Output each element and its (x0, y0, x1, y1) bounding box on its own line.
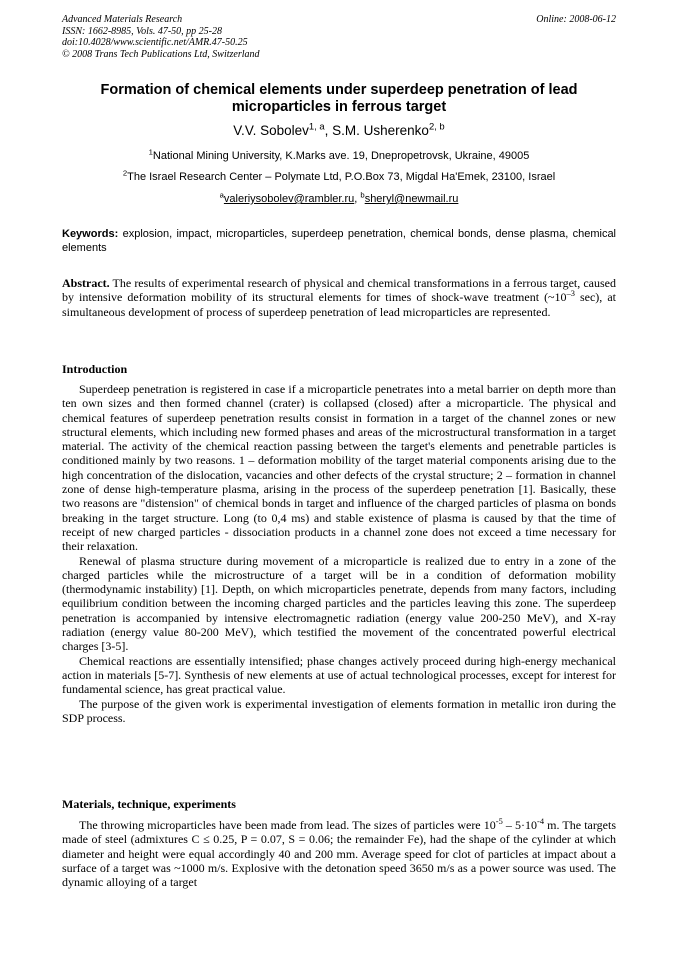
online-date: Online: 2008-06-12 (536, 14, 616, 25)
introduction-body (62, 382, 616, 725)
keywords-text: explosion, impact, microparticles, superdeep penetration, chemical bonds, dense plasma, chemical elements (62, 228, 616, 254)
doi-line: doi:10.4028/www.scientific.net/AMR.47-50.25 (62, 37, 248, 48)
abstract-exponent: –3 (566, 289, 575, 299)
materials-exp-2: -4 (537, 817, 545, 826)
author-separator: , (324, 123, 333, 138)
author-line (62, 123, 616, 139)
author-1: V.V. Sobolev (233, 123, 309, 138)
intro-paragraph-1: Superdeep penetration is registered in case if a microparticle penetrates into a metal barrier on depth more than ten own sizes and then formed channel (crater) is collapsed (closed) after a microparticle. The physical and chemical features of superdeep penetration results consist in formation in a target of the channel zones or new structural elements, which including new formed phases and areas of the microstructural transformation in a target material. The activity of the chemical reaction passing between the target's elements and penetrable particles is conditioned mainly by two reasons. 1 – deformation mobility of the target material components arising due to the high concentration of the dislocation, vacancies and other defects of the crystal structure; 2 – formation in channel zone of dense high-temperature plasma, arising in the process of the superdeep penetration [1]. Basically, these two reasons are "distension" of chemical bonds in target and influence of the charged particles of plasma on bonds breaking in the target structure. Long (to 0,4 ms) and stable existence of plasma is caused by that the time of receipt of new charged particles - dissociation products in a channel zone does not exceed a time necessary for their relaxation. (62, 382, 616, 554)
materials-text-3: m. The targets made of steel (admixtures C ≤ 0.25, P = 0.07, S = 0.06; the remainder Fe), had the shape of the cylinder at which diameter and height were equal accordingly 40 and 200 mm. Average speed for clot of particles at impact about a surface of a target was ~1000 m/s. Explosive with the detonation speed 3650 m/s as a power source was used. The dynamic alloying of a target (62, 818, 616, 890)
introduction-heading: Introduction (62, 362, 128, 376)
abstract-label: Abstract. (62, 276, 110, 290)
keywords-label: Keywords: (62, 228, 119, 240)
abstract-text-2: sec), at simultaneous development of process of superdeep penetration of lead microparticles are represented. (62, 290, 616, 319)
abstract-text-1: The results of experimental research of physical and chemical transformations in a ferrous target, caused by intensive deformation mobility of its structural elements for times of shock-wave treatment (~10 (62, 276, 616, 305)
intro-paragraph-3: Chemical reactions are essentially intensified; phase changes actively proceed during high-energy mechanical action in materials [5-7]. Synthesis of new elements at use of actual technological processes, except for interest for fundamental science, has great practical value. (62, 653, 616, 697)
affiliation-1-text: National Mining University, K.Marks ave. 19, Dnepropetrovsk, Ukraine, 49005 (152, 150, 530, 162)
intro-paragraph-4: The purpose of the given work is experimental investigation of elements formation in metallic iron during the SDP process. (62, 696, 616, 725)
affiliation-1-sup: 1 (148, 147, 153, 157)
intro-paragraph-2: Renewal of plasma structure during movement of a microparticle is realized due to entry in a zone of the charged particles while the microstructure of a target will be in a condition of deformation mobility (thermodynamic instability) [1]. Depth, on which microparticles penetrate, depends from many factors, including equilibrium condition between the incoming charged particles and the particles leaving this zone. The superdeep penetration is accompanied by intensive electromagnetic radiation (energy value 200-250 MeV), and X-ray radiation (energy value 80-200 MeV), which testified the movement of the concentrated powerful electrical charges [3-5]. (62, 553, 616, 654)
keywords-block (62, 227, 616, 255)
affiliation-2-text: The Israel Research Center – Polymate Ltd, P.O.Box 73, Migdal Ha'Emek, 23100, Israel (127, 171, 556, 183)
materials-exp-1: -5 (495, 817, 503, 826)
email-a-link[interactable]: valeriysobolev@rambler.ru (223, 193, 355, 205)
materials-paragraph-1 (62, 818, 616, 889)
abstract-block (62, 276, 616, 319)
copyright-line: © 2008 Trans Tech Publications Ltd, Switzerland (62, 48, 260, 60)
affiliation-1 (62, 147, 616, 163)
affiliation-2 (62, 168, 616, 184)
materials-text-2: – 5·10 (502, 818, 538, 832)
email-line (62, 190, 616, 206)
email-b-link[interactable]: sheryl@newmail.ru (364, 193, 459, 205)
journal-header (62, 14, 616, 60)
paper-title: Formation of chemical elements under superdeep penetration of lead microparticles in ferrous target (100, 82, 578, 115)
email-b-sup: b (360, 190, 365, 200)
affiliation-2-sup: 2 (122, 168, 128, 178)
author-2: S.M. Usherenko (332, 123, 429, 138)
email-separator: , (354, 193, 361, 205)
author-1-sup: 1, a (308, 121, 325, 133)
materials-body (62, 818, 616, 889)
materials-text-1: The throwing microparticles have been made from lead. The sizes of particles were 10 (79, 818, 496, 832)
author-2-sup: 2, b (428, 121, 445, 133)
issn-line: ISSN: 1662-8985, Vols. 47-50, pp 25-28 (62, 25, 222, 37)
journal-name: Advanced Materials Research (62, 14, 183, 25)
email-a-sup: a (219, 190, 224, 200)
materials-heading: Materials, technique, experiments (62, 797, 236, 811)
